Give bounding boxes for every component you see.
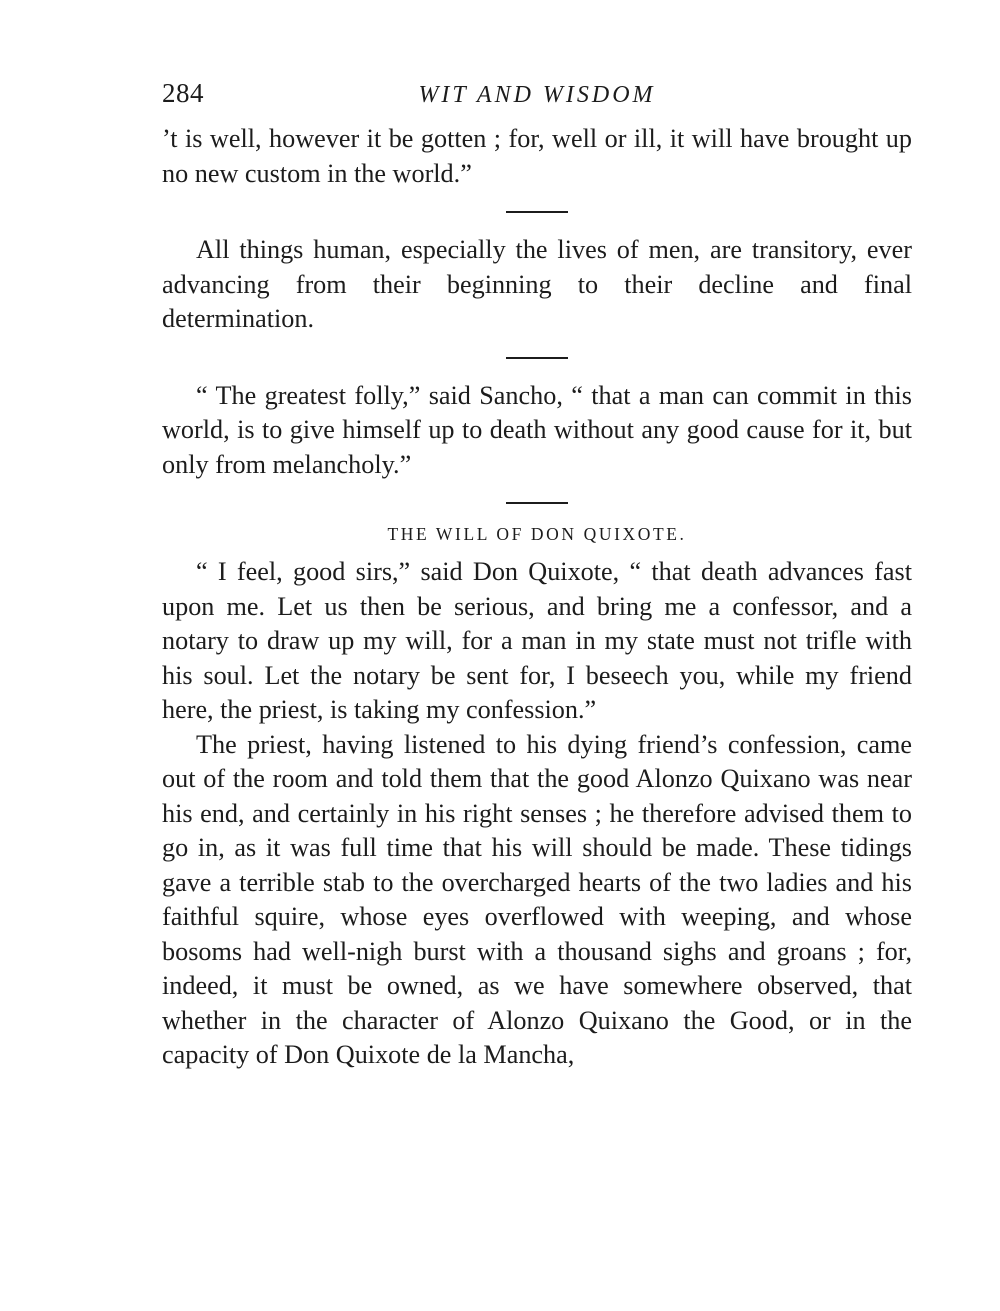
book-page bbox=[162, 78, 912, 1073]
page-number: 284 bbox=[162, 78, 204, 108]
running-head: WIT AND WISDOM bbox=[418, 82, 656, 108]
paragraph-transitory: All things human, especially the lives of men, are transitory, ever advancing from their beginning to their decline and final determination. bbox=[162, 235, 912, 333]
page-header bbox=[162, 78, 912, 122]
paragraph-quixote-quote: “ I feel, good sirs,” said Don Quixote, “ that death advances fast upon me. Let us then be serious, and bring me a confessor, and a notary to draw up my will, for a man in my state must not trifle with his soul. Let the notary be sent for, I beseech you, while my friend here, the priest, is taking my confession.” bbox=[162, 557, 912, 724]
section-heading: THE WILL OF DON QUIXOTE. bbox=[387, 524, 687, 544]
paragraph-sancho-quote: “ The greatest folly,” said Sancho, “ that a man can commit in this world, is to give himself up to death without any good cause for it, but only from melancholy.” bbox=[162, 380, 912, 479]
section-divider bbox=[506, 211, 568, 213]
section-divider bbox=[506, 502, 568, 504]
paragraph-continuation: ’t is well, however it be gotten ; for, well or ill, it will have brought up no new custom in the world.” bbox=[162, 124, 912, 188]
section-divider bbox=[506, 357, 568, 359]
paragraph-priest: The priest, having listened to his dying friend’s confession, came out of the room and told them that the good Alonzo Quixano was near his end, and certainly in his right senses ; he therefore advised them to go in, as it was full time that his will should be made. These tidings gave a terrible stab to the overcharged hearts of the two ladies and his faithful squire, whose eyes overflowed with weeping, and whose bosoms had well-nigh burst with a thousand sighs and groans ; for, indeed, it must be owned, as we have somewhere observed, that whether in the character of Alonzo Quixano the Good, or in the capacity of Don Quixote de la Mancha, bbox=[162, 729, 912, 1069]
